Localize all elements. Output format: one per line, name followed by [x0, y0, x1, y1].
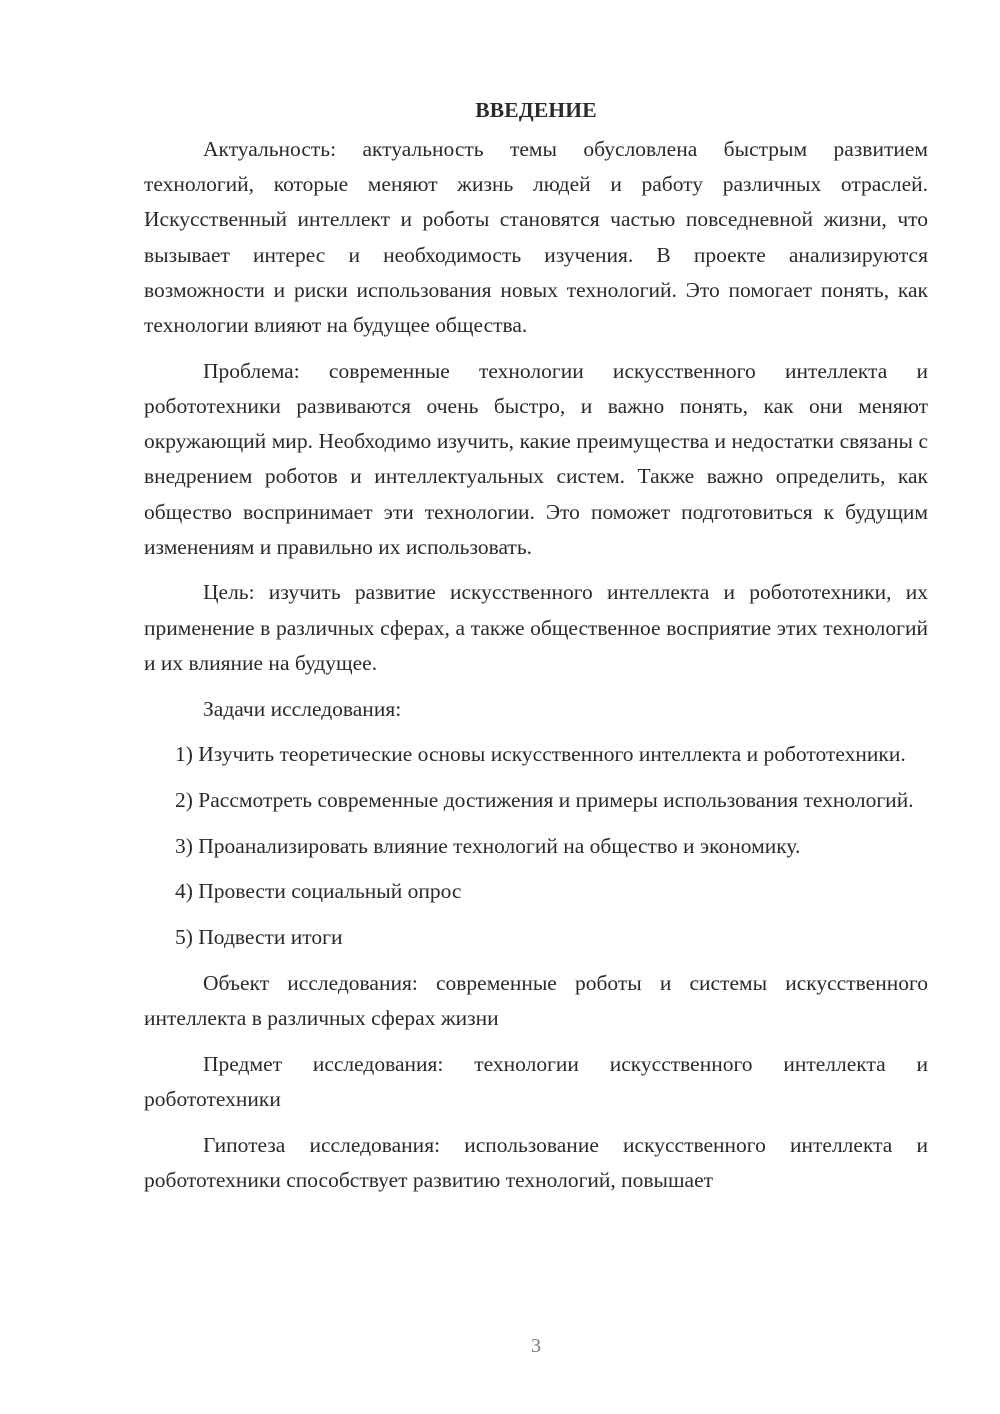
document-page — [144, 92, 928, 1198]
task-item-4: 4) Провести социальный опрос — [175, 879, 462, 904]
task-item-2: 2) Рассмотреть современные достижения и примеры использования технологий. — [175, 787, 914, 812]
task-item-3: 3) Проанализировать влияние технологий на общество и экономику. — [175, 833, 801, 858]
task-item-1: 1) Изучить теоретические основы искусственного интеллекта и робототехники. — [175, 742, 906, 767]
section-title: ВВЕДЕНИЕ — [475, 98, 597, 122]
paragraph-goal: Цель: изучить развитие искусственного интеллекта и робототехники, их применение в различных сферах, а также общественное восприятие этих технологий и их влияние на будущее. — [144, 580, 928, 675]
page-number: 3 — [531, 1335, 541, 1357]
paragraph-problem: Проблема: современные технологии искусственного интеллекта и робототехники развиваются очень быстро, и важно понять, как они меняют окружающий мир. Необходимо изучить, какие преимущества и недостатки связаны с внедрением роботов и интеллектуальных систем. Также важно определить, как общество воспринимает эти технологии. Это поможет подготовиться к будущим изменениям и правильно их использовать. — [144, 358, 928, 559]
paragraph-relevance: Актуальность: актуальность темы обусловлена быстрым развитием технологий, которые меняют жизнь людей и работу различных отраслей. Искусственный интеллект и роботы становятся частью повседневной жизни, что вызывает интерес и необходимость изучения. В проекте анализируются возможности и риски использования новых технологий. Это помогает понять, как технологии влияют на будущее общества. — [144, 137, 928, 338]
tasks-heading: Задачи исследования: — [203, 696, 402, 721]
page-footer — [0, 1335, 1000, 1358]
task-item-5: 5) Подвести итоги — [175, 925, 343, 950]
paragraph-subject: Предмет исследования: технологии искусственного интеллекта и робототехники — [144, 1051, 928, 1111]
paragraph-object: Объект исследования: современные роботы и системы искусственного интеллекта в различных сферах жизни — [144, 970, 928, 1030]
paragraph-hypothesis: Гипотеза исследования: использование искусственного интеллекта и робототехники способствует развитию технологий, повышает — [144, 1132, 928, 1192]
